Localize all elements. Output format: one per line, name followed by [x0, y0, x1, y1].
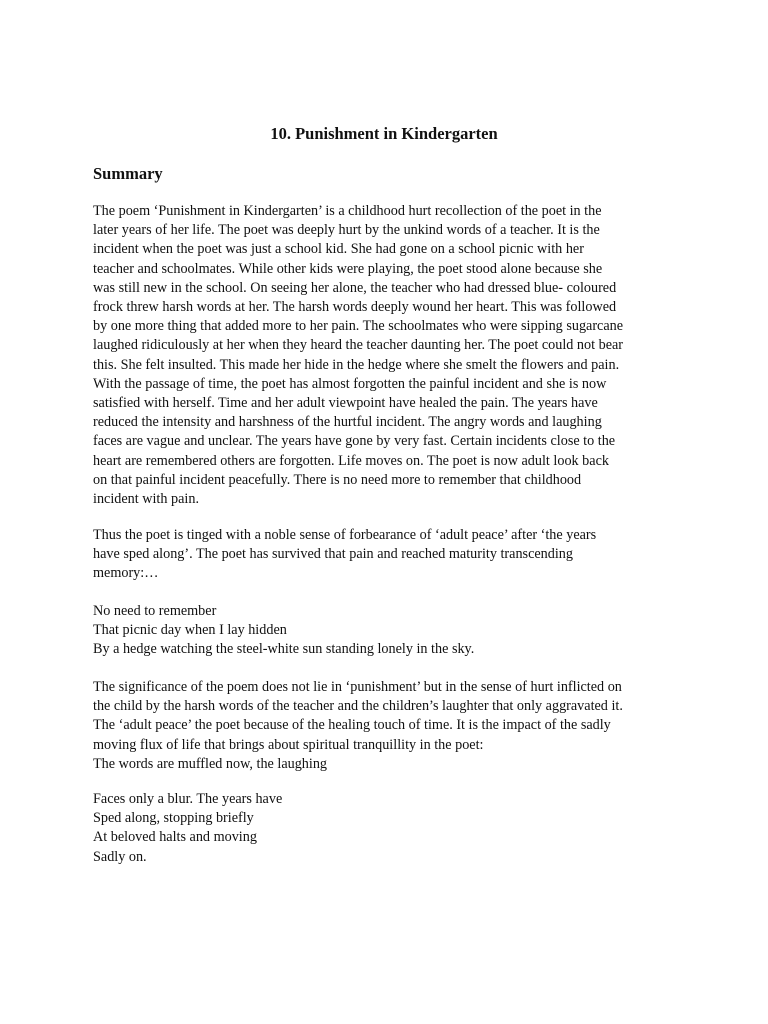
summary-paragraph-2: Thus the poet is tinged with a noble sense of forbearance of ‘adult peace’ after ‘the years have sped along’. The poet has survived that pain and reached maturity transcending memory:…	[93, 527, 597, 582]
summary-paragraph-3: The significance of the poem does not lie in ‘punishment’ but in the sense of hurt inflicted on the child by the harsh words of the teacher and the children’s laughter that only aggravated it. The ‘adult peace’ the poet because of the healing touch of time. It is the impact of the sadly moving flux of life that brings about spiritual tranquillity in the poet: The words are muffled now, the laughing	[93, 679, 623, 772]
document-title: 10. Punishment in Kindergarten	[270, 124, 498, 143]
summary-heading: Summary	[93, 164, 163, 183]
poem-quote-1: No need to remember That picnic day when I lay hidden By a hedge watching the steel-white sun standing lonely in the sky.	[93, 603, 475, 658]
summary-paragraph-1: The poem ‘Punishment in Kindergarten’ is a childhood hurt recollection of the poet in the later years of her life. The poet was deeply hurt by the unkind words of a teacher. It is the incident when the poet was just a school kid. She had gone on a school picnic with her teacher and schoolmates. While other kids were playing, the poet stood alone because she was still new in the school. On seeing her alone, the teacher who had dressed blue- coloured frock threw harsh words at her. The harsh words deeply wound her heart. This was followed by one more thing that added more to her pain. The schoolmates who were sipping sugarcane laughed ridiculously at her when they heard the teacher daunting her. The poet could not bear this. She felt insulted. This made her hide in the hedge where she smelt the flowers and pain. With the passage of time, the poet has almost forgotten the painful incident and she is now satisfied with herself. Time and her adult viewpoint have healed the pain. The years have reduced the intensity and harshness of the hurtful incident. The angry words and laughing faces are vague and unclear. The years have gone by very fast. Certain incidents close to the heart are remembered others are forgotten. Life moves on. The poet is now adult look back on that painful incident peacefully. There is no need more to remember that childhood incident with pain.	[93, 203, 624, 508]
poem-quote-2: Faces only a blur. The years have Sped along, stopping briefly At beloved halts and moving Sadly on.	[93, 791, 283, 865]
